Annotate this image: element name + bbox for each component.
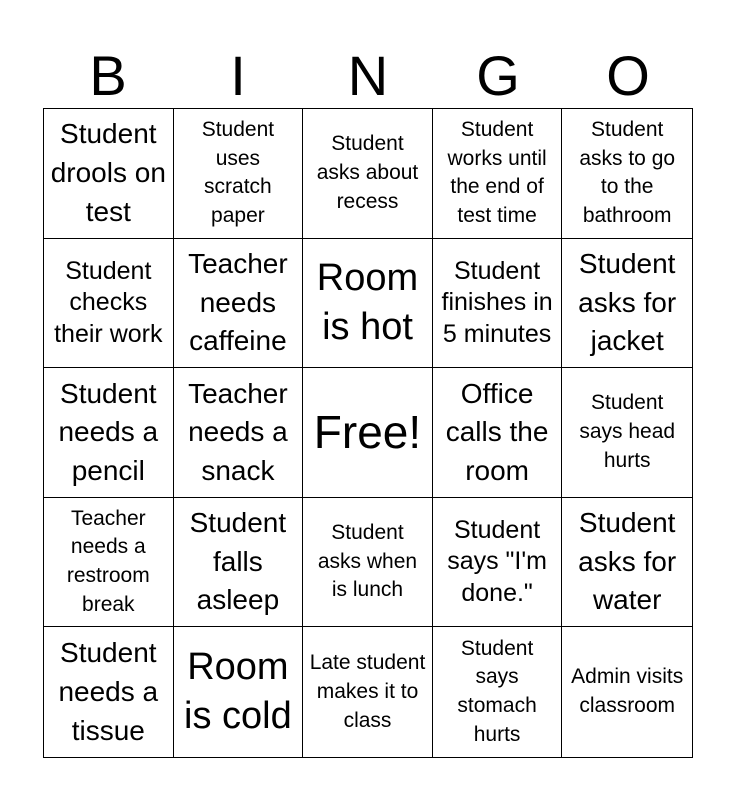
cell-text: Office calls the room bbox=[445, 377, 549, 486]
bingo-cell[interactable] bbox=[174, 109, 304, 239]
cell-text: Student checks their work bbox=[54, 257, 163, 348]
bingo-cell[interactable] bbox=[44, 498, 174, 628]
header-letter-i: I bbox=[230, 44, 246, 107]
cell-text: Student asks for water bbox=[578, 507, 677, 616]
header-letter-b: B bbox=[89, 44, 127, 107]
cell-text: Student asks to go to the bathroom bbox=[579, 117, 676, 228]
cell-text: Student says stomach hurts bbox=[457, 636, 537, 746]
cell-text: Teacher needs caffeine bbox=[188, 247, 288, 357]
header-letter-n: N bbox=[347, 44, 389, 107]
bingo-cell[interactable] bbox=[303, 627, 433, 757]
bingo-cell[interactable] bbox=[174, 498, 304, 628]
cell-text: Room is hot bbox=[316, 256, 419, 348]
bingo-cell[interactable] bbox=[174, 627, 304, 757]
bingo-cell[interactable] bbox=[562, 368, 692, 498]
bingo-cell[interactable] bbox=[174, 368, 304, 498]
cell-text: Student finishes in 5 minutes bbox=[441, 257, 553, 348]
bingo-cell[interactable] bbox=[44, 239, 174, 369]
cell-text: Student needs a tissue bbox=[58, 637, 159, 746]
bingo-cell[interactable] bbox=[303, 498, 433, 628]
bingo-cell[interactable] bbox=[562, 239, 692, 369]
bingo-cell[interactable] bbox=[44, 627, 174, 757]
cell-text: Teacher needs a snack bbox=[188, 377, 288, 486]
bingo-cell[interactable] bbox=[44, 109, 174, 239]
bingo-cell[interactable] bbox=[562, 498, 692, 628]
cell-text: Room is cold bbox=[184, 645, 292, 738]
bingo-cell[interactable] bbox=[562, 109, 692, 239]
cell-text: Student drools on test bbox=[50, 118, 166, 227]
bingo-cell[interactable] bbox=[303, 239, 433, 369]
header-letter-g: G bbox=[476, 44, 520, 107]
cell-text: Student asks about recess bbox=[316, 132, 419, 213]
cell-text: Admin visits classroom bbox=[571, 665, 684, 718]
cell-text: Student asks when is lunch bbox=[317, 520, 418, 602]
cell-text: Free! bbox=[313, 405, 422, 458]
cell-text: Student works until the end of test time bbox=[447, 117, 547, 228]
bingo-board bbox=[43, 108, 693, 758]
bingo-cell[interactable] bbox=[433, 239, 563, 369]
bingo-cell[interactable] bbox=[433, 109, 563, 239]
bingo-header bbox=[43, 44, 693, 108]
cell-text: Student says head hurts bbox=[579, 391, 676, 472]
bingo-cell[interactable] bbox=[174, 239, 304, 369]
bingo-cell[interactable] bbox=[562, 627, 692, 757]
bingo-cell[interactable] bbox=[433, 627, 563, 757]
free-space-cell[interactable] bbox=[303, 368, 433, 498]
cell-text: Teacher needs a restroom break bbox=[66, 506, 150, 616]
bingo-cell[interactable] bbox=[433, 368, 563, 498]
bingo-cell[interactable] bbox=[303, 109, 433, 239]
bingo-cell[interactable] bbox=[433, 498, 563, 628]
cell-text: Student says "I'm done." bbox=[447, 516, 547, 607]
header-letter-o: O bbox=[606, 44, 650, 107]
cell-text: Student uses scratch paper bbox=[201, 117, 275, 228]
cell-text: Student asks for jacket bbox=[578, 247, 677, 357]
cell-text: Student needs a pencil bbox=[58, 377, 159, 486]
bingo-cell[interactable] bbox=[44, 368, 174, 498]
cell-text: Student falls asleep bbox=[189, 507, 287, 616]
cell-text: Late student makes it to class bbox=[309, 651, 426, 732]
